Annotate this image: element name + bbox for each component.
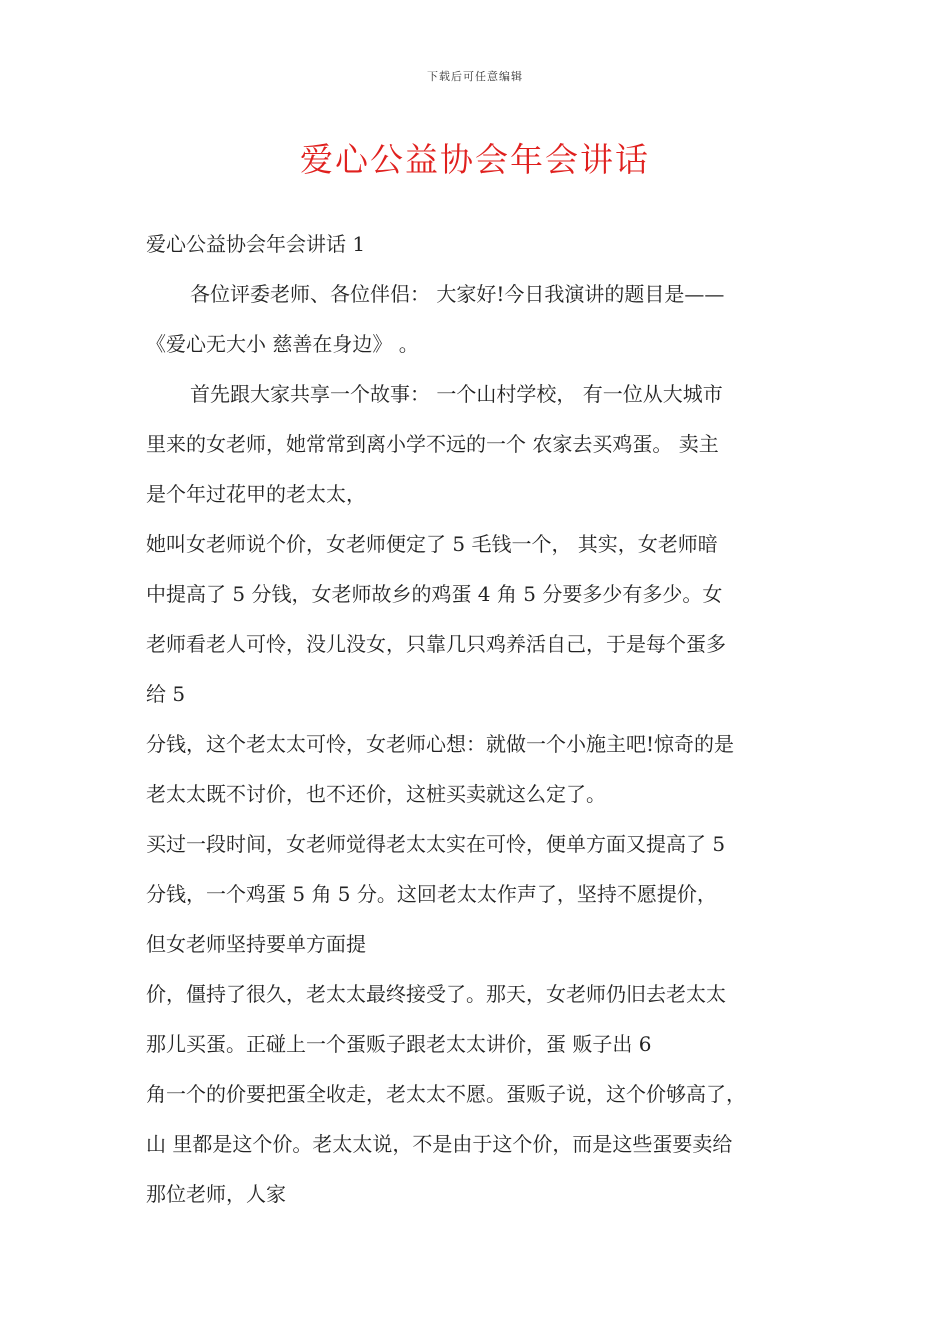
text-line: 山 里都是这个价。老太太说，不是由于这个价，而是这些蛋要卖给 bbox=[146, 1132, 733, 1156]
text-line: 是个年过花甲的老太太， bbox=[146, 482, 366, 506]
text-line: 老太太既不讨价，也不还价，这桩买卖就这么定了。 bbox=[146, 782, 606, 806]
text-line: 爱心公益协会年会讲话 1 bbox=[146, 232, 366, 256]
text-line: 里来的女老师，她常常到离小学不远的一个 农家去买鸡蛋。 卖主 bbox=[146, 432, 719, 456]
text-line: 价，僵持了很久，老太太最终接受了。那天，女老师仍旧去老太太 bbox=[146, 982, 726, 1006]
text-line: 那儿买蛋。正碰上一个蛋贩子跟老太太讲价，蛋 贩子出 6 bbox=[146, 1032, 652, 1056]
text-line: 那位老师，人家 bbox=[146, 1182, 286, 1206]
text-line: 分钱，一个鸡蛋 5 角 5 分。这回老太太作声了，坚持不愿提价， bbox=[146, 882, 717, 906]
text-line: 她叫女老师说个价，女老师便定了 5 毛钱一个， 其实，女老师暗 bbox=[146, 532, 718, 556]
text-line: 但女老师坚持要单方面提 bbox=[146, 932, 366, 956]
text-line: 买过一段时间，女老师觉得老太太实在可怜，便单方面又提高了 5 bbox=[146, 832, 726, 856]
text-line: 给 5 bbox=[146, 682, 186, 706]
text-line: 角一个的价要把蛋全收走，老太太不愿。蛋贩子说，这个价够高了， bbox=[146, 1082, 746, 1106]
document-title: 爱心公益协会年会讲话 bbox=[300, 140, 650, 179]
text-line: 各位评委老师、各位伴侣： 大家好!今日我演讲的题目是—— bbox=[190, 282, 725, 306]
text-line: 首先跟大家共享一个故事： 一个山村学校， 有一位从大城市 bbox=[190, 382, 723, 406]
header-note: 下载后可任意编辑 bbox=[427, 70, 523, 83]
text-line: 中提高了 5 分钱，女老师故乡的鸡蛋 4 角 5 分要多少有多少。女 bbox=[146, 582, 723, 606]
text-line: 老师看老人可怜，没儿没女，只靠几只鸡养活自己，于是每个蛋多 bbox=[146, 632, 726, 656]
text-line: 《爱心无大小 慈善在身边》 。 bbox=[146, 332, 419, 356]
document-body bbox=[146, 226, 806, 1226]
text-line: 分钱，这个老太太可怜，女老师心想：就做一个小施主吧!惊奇的是 bbox=[146, 732, 735, 756]
